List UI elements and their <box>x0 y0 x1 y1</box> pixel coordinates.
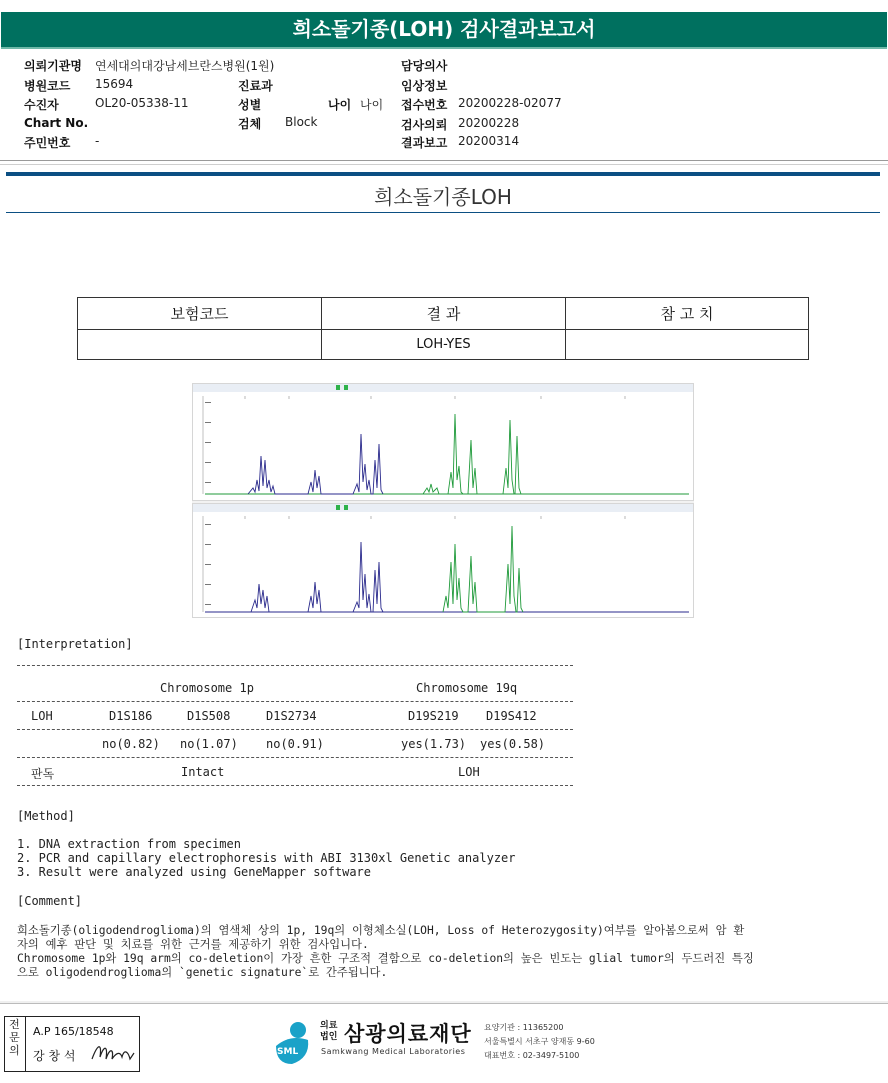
result-table <box>77 297 809 360</box>
org-prefix: 의료 법인 <box>320 1021 338 1042</box>
comment-line-4: 으로 oligodendroglioma의 `genetic signature`로 간주됩니다. <box>17 966 388 979</box>
marker-d1s186: D1S186 <box>109 709 153 723</box>
org-address: 서울특별시 서초구 양재동 9-60 <box>484 1037 595 1046</box>
label-sex: 성별 <box>238 98 262 112</box>
doctor-signature-icon <box>90 1039 136 1065</box>
value-specimen: Block <box>285 115 318 129</box>
interpretation-heading: [Interpretation] <box>17 637 133 651</box>
label-doctor: 담당의사 <box>401 59 448 73</box>
value-report-date: 20200314 <box>458 134 520 148</box>
comment-line-3: Chromosome 1p와 19q arm의 co-deletion이 가장 흔한 구조적 결함으로 co-deletion의 높은 빈도는 glial tumor의 두드러진 특징 <box>17 952 754 965</box>
trace-normal <box>193 504 693 617</box>
header-reference: 참 고 치 <box>566 298 809 330</box>
row-label-loh: LOH <box>31 709 53 723</box>
group-1p: Chromosome 1p <box>160 681 254 695</box>
value-d19s219: yes(1.73) <box>401 737 467 751</box>
interp-rule-2 <box>17 701 573 702</box>
method-line-1: 1. DNA extraction from specimen <box>17 837 241 851</box>
cell-result: LOH-YES <box>322 330 566 360</box>
agency-number: 요양기관 : 11365200 <box>484 1023 564 1032</box>
org-phone: 대표번호 : 02-3497-5100 <box>484 1051 580 1060</box>
interp-rule-3 <box>17 729 573 730</box>
value-patient: OL20-05338-11 <box>95 96 189 110</box>
result-table-row <box>78 330 809 360</box>
method-heading: [Method] <box>17 809 75 823</box>
label-chart-no: Chart No. <box>24 116 89 130</box>
interp-rule-1 <box>17 665 573 666</box>
header-result: 결 과 <box>322 298 566 330</box>
label-report-date: 결과보고 <box>401 136 448 150</box>
label-resident-no: 주민번호 <box>24 136 71 150</box>
header-insurance-code: 보험코드 <box>78 298 322 330</box>
label-department: 진료과 <box>238 79 273 93</box>
value-d19s412: yes(0.58) <box>480 737 546 751</box>
report-title: 희소돌기종(LOH) 검사결과보고서 <box>1 12 887 47</box>
header-divider-2 <box>0 164 888 165</box>
judgement-1p: Intact <box>181 765 225 779</box>
interp-rule-4 <box>17 757 573 758</box>
value-d1s186: no(0.82) <box>102 737 160 751</box>
cell-reference <box>566 330 809 360</box>
logo-badge-text: SML <box>277 1047 299 1057</box>
judgement-19q: LOH <box>458 765 480 779</box>
marker-d19s219: D19S219 <box>408 709 459 723</box>
comment-heading: [Comment] <box>17 894 83 908</box>
electropherogram-panel-normal <box>192 503 694 618</box>
title-underline <box>1 47 887 49</box>
value-resident-no: - <box>95 134 100 148</box>
section-top-bar <box>6 172 880 176</box>
comment-line-1: 희소돌기종(oligodendroglioma)의 염색체 상의 1p, 19q의 이형체소실(LOH, Loss of Heterozygosity)여부를 알아봄으로써 암 환 <box>17 924 745 937</box>
group-19q: Chromosome 19q <box>416 681 518 695</box>
cert-side-label <box>4 1016 26 1072</box>
value-request-date: 20200228 <box>458 116 520 130</box>
org-name: 삼광의료재단 <box>344 1022 472 1046</box>
electropherogram-image <box>192 383 694 618</box>
value-d1s2734: no(0.91) <box>266 737 324 751</box>
section-title: 희소돌기종LOH <box>374 185 512 209</box>
interp-rule-5 <box>17 785 573 786</box>
value-age: 나이 <box>360 98 384 112</box>
cell-insurance-code <box>78 330 322 360</box>
marker-d1s2734: D1S2734 <box>266 709 317 723</box>
label-institution: 의뢰기관명 <box>24 59 82 73</box>
cert-number: A.P 165/18548 <box>33 1025 114 1038</box>
result-table-header <box>78 298 809 330</box>
sml-logo-icon <box>270 1018 316 1068</box>
comment-line-2: 자의 예후 판단 및 치료를 위한 근거를 제공하기 위한 검사입니다. <box>17 938 369 951</box>
label-patient: 수진자 <box>24 98 59 112</box>
marker-d1s508: D1S508 <box>187 709 231 723</box>
cert-doctor-name: 강 창 석 <box>33 1049 76 1063</box>
label-clinical-info: 임상정보 <box>401 79 448 93</box>
label-hospital-code: 병원코드 <box>24 79 71 93</box>
method-line-2: 2. PCR and capillary electrophoresis with ABI 3130xl Genetic analyzer <box>17 851 516 865</box>
label-receipt-no: 접수번호 <box>401 98 448 112</box>
method-line-3: 3. Result were analyzed using GeneMapper software <box>17 865 372 879</box>
label-request-date: 검사의뢰 <box>401 118 448 132</box>
value-institution: 연세대의대강남세브란스병원(1원) <box>95 59 275 73</box>
label-age: 나이 <box>328 98 352 112</box>
label-specimen: 검체 <box>238 117 262 131</box>
header-divider <box>0 160 888 161</box>
value-receipt-no: 20200228-02077 <box>458 96 562 110</box>
trace-tumor <box>193 384 693 500</box>
cert-side-text: 전문의 <box>9 1018 20 1057</box>
electropherogram-panel-tumor <box>192 383 694 501</box>
section-bottom-line <box>6 212 880 213</box>
value-d1s508: no(1.07) <box>180 737 238 751</box>
marker-d19s412: D19S412 <box>486 709 537 723</box>
value-hospital-code: 15694 <box>95 77 134 91</box>
org-english: Samkwang Medical Laboratories <box>321 1047 466 1056</box>
row-label-judgement: 판독 <box>31 767 55 781</box>
